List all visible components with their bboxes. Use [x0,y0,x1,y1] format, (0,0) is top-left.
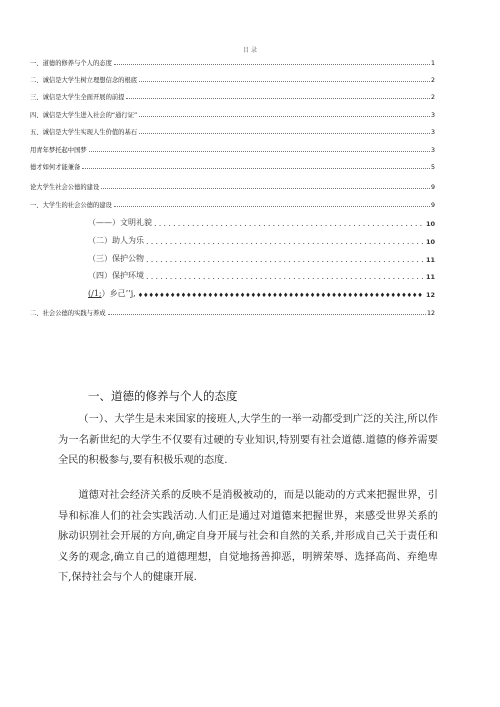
toc-entry-text: 德才如何才能兼备 [30,164,81,171]
toc-entry-page: 3 [430,147,435,154]
toc-entry-page: 2 [430,94,435,101]
toc-entry[interactable] [30,55,435,67]
toc-entry-page: 11 [425,273,435,281]
toc-entry-text: 四、诚信是大学生进入社会的“通行证” [30,112,138,119]
body-paragraph: 道德对社会经济关系的反映不是消极被动的，而是以能动的方式来把握世界，引导和标准人们的社会实践活动.人们正是通过对道德来把握世界，来感受世界关系的脉动识别社会开展的方向,确定自身开展与社会和自然的关系,并形成自己关于责任和义务的观念,确立自己的道德理想，自觉地扬善抑恶，明辨荣辱、选择高尚、弃绝卑下,保持社会与个人的健康开展. [58,490,438,583]
toc-entry-page: 11 [425,256,435,264]
toc-entry[interactable] [30,159,435,171]
toc-entry[interactable] [30,179,435,191]
toc-entry-page: 10 [425,220,435,228]
toc-entry-text: 二、社会公德的实践与养成 [30,310,106,317]
toc-entry-text: 一、大学生的社会公德的建设 [30,202,112,209]
toc-entry[interactable] [30,72,435,84]
toc-entry-page: 5 [430,164,435,171]
toc-entry-page: 12 [426,310,435,317]
toc-entry[interactable] [30,305,435,317]
toc-entry-page: 2 [430,77,435,84]
toc-entry-text: 五、诚信是大学生实现人生价值的基石 [30,129,138,136]
toc-entry-text: （三）保护公物 [88,254,144,263]
toc-entry-text: (/1;）乡己’’j, [88,289,136,298]
body-paragraph: （一）、大学生是未来国家的接班人,大学生的一举一动都受到广泛的关注,所以作为一名新世纪的大学生不仅要有过硬的专业知识,特别要有社会道德.道德的修养需要全民的积极参与,要有积极乐观的态度. [58,414,438,466]
toc-subentry[interactable] [88,216,435,228]
toc-entry[interactable] [30,197,435,209]
toc-entry-page: 9 [430,202,435,209]
toc-entry[interactable] [30,89,435,101]
toc-entry-page: 10 [425,238,435,246]
section-heading: 一、道德的修养与个人的态度 [88,389,238,403]
toc-entry-text: 二、诚信是大学生树立理想信念的根底 [30,77,138,84]
toc-entry-text: 论大学生社会公德的建设 [30,184,100,191]
toc-entry-text: 用青年梦托起中国梦 [30,147,87,154]
toc-subentry[interactable] [88,234,435,246]
toc-entry-text: （——）文明礼貌 [88,218,152,227]
toc-entry[interactable] [30,124,435,136]
toc-entry[interactable] [30,142,435,154]
toc-entry-text: （四）保护环境 [88,271,144,280]
toc-entry-page: 9 [430,184,435,191]
toc-entry-page: 1 [430,60,435,67]
toc-entry[interactable] [30,107,435,119]
toc-subentry[interactable] [88,269,435,281]
toc-subentry[interactable] [88,287,435,299]
toc-entry-text: （二）助人为乐 [88,236,144,245]
toc-entry-page: 12 [425,291,435,299]
toc-entry-text: 三、诚信是大学生全面开展的前提 [30,94,125,101]
toc-entry-page: 3 [430,129,435,136]
toc-entry-text: 一、道德的修养与个人的态度 [30,60,112,67]
toc-title: 目 录 [243,47,257,54]
toc-entry-page: 3 [430,112,435,119]
toc-subentry[interactable] [88,252,435,264]
